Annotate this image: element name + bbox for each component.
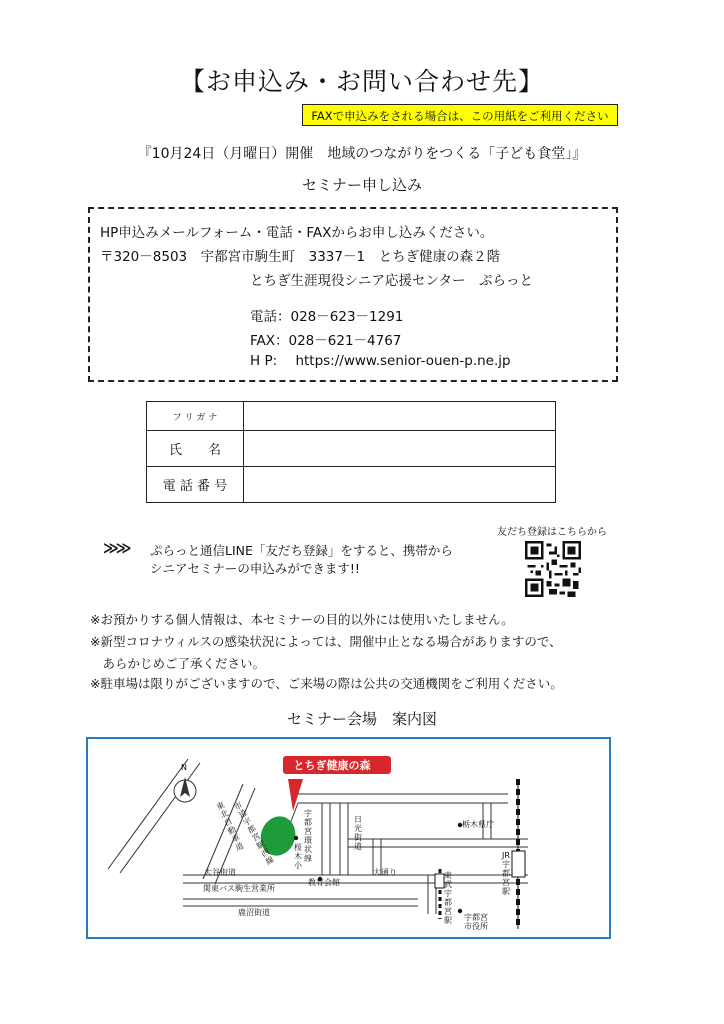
contact-org: とちぎ生涯現役シニア応援センター ぷらっと <box>250 273 533 289</box>
fax-note-badge: FAXで申込みをされる場合は、この用紙をご利用ください <box>302 104 618 126</box>
label-nikko: 日光街道 <box>354 815 362 851</box>
page-title: 【お申込み・お問い合わせ先】 <box>179 67 544 96</box>
label-kyoiku: 教育会館 <box>308 878 340 887</box>
label-route-shiyakusho: 市道宇都宮駅西線 <box>232 800 276 867</box>
label-ring-road: 宇都宮環状線 <box>304 809 312 863</box>
note-parking: ※駐車場は限りがございますので、ご来場の際は公共の交通機関をご利用ください。 <box>90 676 563 691</box>
application-form <box>146 401 556 503</box>
label-city-hall-1: 宇都宮 <box>464 913 488 922</box>
map-banner: とちぎ健康の森 <box>293 759 371 772</box>
label-sakuragi: 桜木小 <box>294 843 302 870</box>
qr-code-icon[interactable] <box>525 541 581 597</box>
contact-fax: FAX：028－621－4767 <box>250 333 402 349</box>
contact-tel: 電話：028－623－1291 <box>250 309 404 325</box>
phone-field[interactable] <box>244 467 556 503</box>
seminar-heading: セミナー申し込み <box>301 176 422 194</box>
contact-address: 〒320－8503 宇都宮市駒生町 3337－1 とちぎ健康の森２階 <box>100 249 501 265</box>
contact-intro: HP申込みメールフォーム・電話・FAXからお申し込みください。 <box>100 225 494 241</box>
name-label: 氏 名 <box>147 431 244 467</box>
label-kanto-bus: 関東バス駒生営業所 <box>203 884 275 893</box>
name-field[interactable] <box>244 431 556 467</box>
map-heading: セミナー会場 案内図 <box>286 710 437 728</box>
label-jr: JR宇都宮駅 <box>502 851 510 896</box>
label-odori: 大通り <box>373 868 397 877</box>
label-oya: 大谷街道 <box>204 868 236 877</box>
north-label: N <box>181 763 187 772</box>
qr-caption: 友だち登録はこちらから <box>497 527 607 538</box>
arrow-icon: ≫≫ <box>103 539 129 557</box>
event-line: 『10月24日（月曜日）開催 地域のつながりをつくる「子ども食堂」』 <box>137 146 587 162</box>
label-city-hall-2: 市役所 <box>464 922 488 931</box>
note-covid: ※新型コロナウィルスの感染状況によっては、開催中止となる場合がありますので、 <box>90 634 562 649</box>
furigana-field[interactable] <box>244 402 556 431</box>
label-tobu: 東武宇都宮駅 <box>444 871 452 925</box>
contact-hp <box>250 353 511 369</box>
line-promo-text-1: ぷらっと通信LINE「友だち登録」をすると、携帯から <box>150 543 453 558</box>
label-tohoku-exp: 東北自動車道 <box>215 800 246 853</box>
venue-map <box>86 737 611 939</box>
note-privacy: ※お預かりする個人情報は、本セミナーの目的以外には使用いたしません。 <box>90 612 514 627</box>
label-kanuma: 鹿沼街道 <box>238 908 270 917</box>
contact-box <box>88 207 618 382</box>
label-tochigi-pref: 栃木県庁 <box>462 820 494 829</box>
hp-label: H P: <box>250 353 278 369</box>
note-covid-cont: あらかじめご了承ください。 <box>90 656 266 671</box>
phone-label: 電 話 番 号 <box>147 467 244 503</box>
line-promo-text-2: シニアセミナーの申込みができます!! <box>150 561 360 576</box>
furigana-label: フ リ ガ ナ <box>147 402 244 431</box>
hp-link[interactable]: https://www.senior-ouen-p.ne.jp <box>295 353 511 369</box>
